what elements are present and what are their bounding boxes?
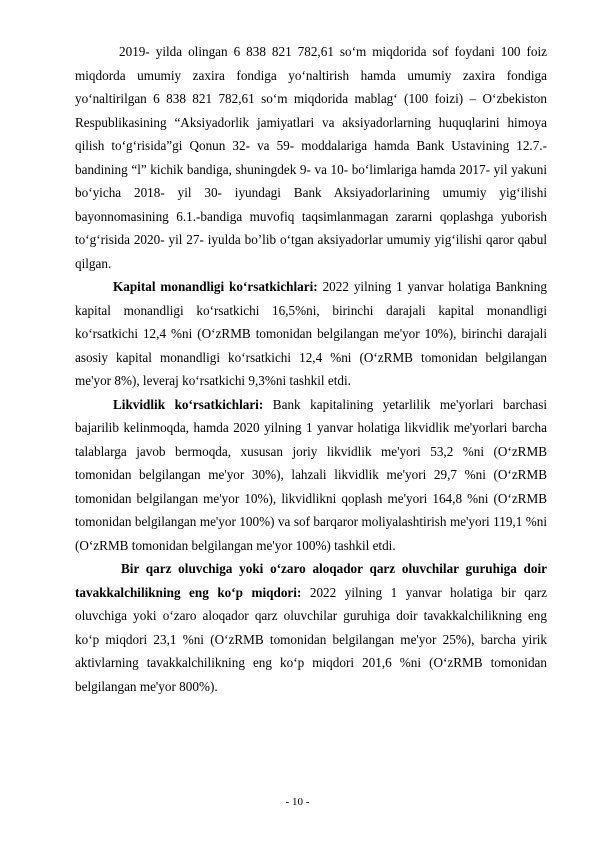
paragraph-capital-adequacy [75, 275, 547, 393]
paragraph-profit-allocation [75, 40, 547, 275]
paragraph-heading: Bir qarz oluvchiga yoki o‘zaro aloqador qarz oluvchilar guruhiga doir tavakkalchilikning eng ko‘p miqdori: [75, 561, 547, 600]
page-number: - 10 - [285, 796, 310, 808]
paragraph-liquidity [75, 393, 547, 558]
paragraph-text: Bank kapitalining yetarlilik me'yorlari barchasi bajarilib kelinmoqda, hamda 2020 yilning 1 yanvar holatiga likvidlik me'yorlari barcha talablarga javob bermoqda, xususan joriy likvidlik me'yori 53,2 %ni (O‘zRMB tomonidan belgilangan me'yor 30%), lahzali likvidlik me'yori 29,7 %ni (O‘zRMB tomonidan belgilangan me'yor 10%), likvidlikni qoplash me'yori 164,8 %ni (O‘zRMB tomonidan belgilangan me'yor 100%) va sof barqaror moliyalashtirish me'yori 119,1 %ni (O‘zRMB tomonidan belgilangan me'yor 100%) tashkil etdi. [75, 396, 547, 553]
paragraph-concentration-risk [75, 557, 547, 698]
paragraph-heading: Kapital monandligi ko‘rsatkichlari: [113, 279, 318, 294]
page-content [75, 40, 547, 698]
paragraph-text: 2019- yilda olingan 6 838 821 782,61 soʻm miqdorida sof foydani 100 foiz miqdorda umumiy zaxira fondiga yoʻnaltirish hamda umumiy zaxira fondiga yoʻnaltirilgan 6 838 821 782,61 soʻm miqdorida mablagʻ (100 foizi) – Oʻzbekiston Respublikasining “Aksiyadorlik jamiyatlari va aksiyadorlarning huquqlarini himoya qilish toʻgʻrisida”gi Qonun 32- va 59- moddalariga hamda Bank Ustavining 12.7.-bandining “l” kichik bandiga, shuningdek 9- va 10- boʻlimlariga hamda 2017- yil yakuni boʻyicha 2018- yil 30- iyundagi Bank Aksiyadorlarining umumiy yigʻilishi bayonnomasining 6.1.-bandiga muvofiq taqsimlanmagan zararni qoplashga yuborish toʻgʻrisida 2020- yil 27- iyulda bo’lib oʻtgan aksiyadorlar umumiy yigʻilishi qaror qabul qilgan. [75, 44, 547, 271]
paragraph-text: 2022 yilning 1 yanvar holatiga Bankning kapital monandligi ko‘rsatkichi 16,5%ni, birinchi darajali kapital monandligi ko‘rsatkichi 12,4 %ni (O‘zRMB tomonidan belgilangan me'yor 10%), birinchi darajali asosiy kapital monandligi ko‘rsatkichi 12,4 %ni (O‘zRMB tomonidan belgilangan me'yor 8%), leveraj ko‘rsatkichi 9,3%ni tashkil etdi. [75, 279, 547, 388]
paragraph-text: 2022 yilning 1 yanvar holatiga bir qarz oluvchiga yoki o‘zaro aloqador qarz oluvchilar guruhiga doir tavakkalchilikning eng ko‘p miqdori 23,1 %ni (O‘zRMB tomonidan belgilangan me'yor 25%), barcha yirik aktivlarning tavakkalchilikning eng ko‘p miqdori 201,6 %ni (O‘zRMB tomonidan belgilangan me'yor 800%). [75, 584, 547, 694]
paragraph-heading: Likvidlik ko‘rsatkichlari: [113, 396, 264, 412]
